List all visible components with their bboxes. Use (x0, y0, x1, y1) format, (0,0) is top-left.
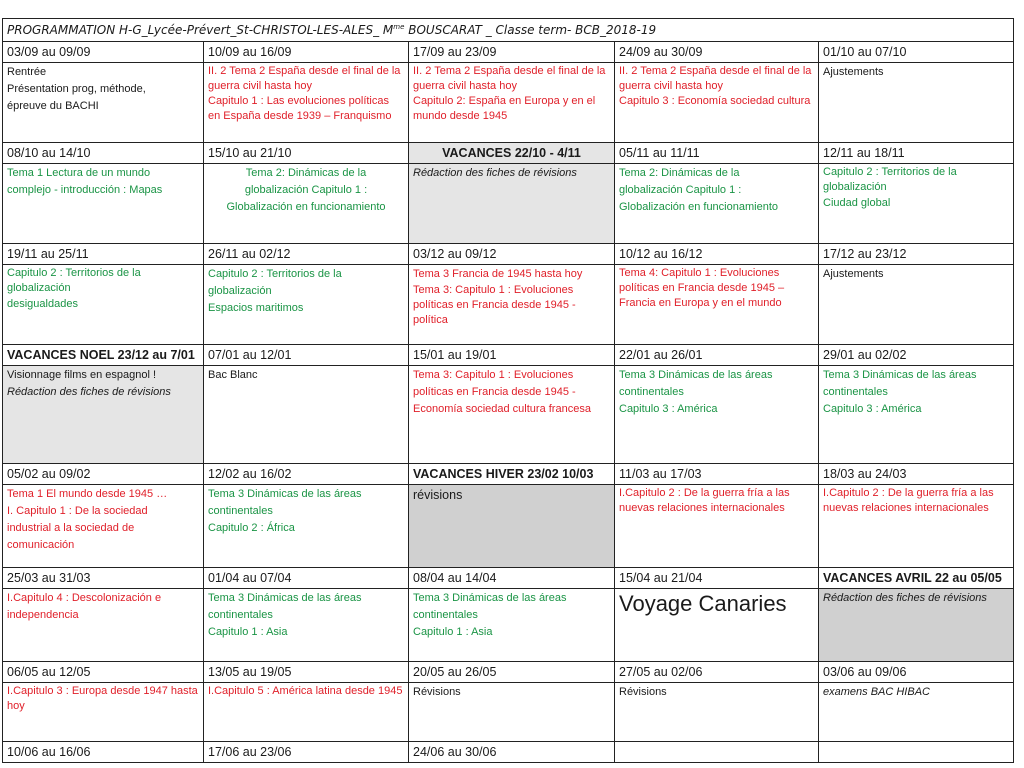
week-content-row (3, 265, 1014, 345)
lesson-cell (3, 683, 204, 742)
lesson-cell (3, 366, 204, 464)
lesson-line: políticas en Francia desde 1945 - (413, 386, 576, 398)
lesson-line: Tema 3 Dinámicas de las áreas (823, 369, 977, 381)
lesson-line: Capitulo 2 : África (208, 522, 295, 534)
lesson-line: Tema 3 Dinámicas de las áreas (208, 488, 362, 500)
lesson-line: I.Capitulo 4 : Descolonización e (7, 592, 162, 604)
week-date-header: VACANCES NOEL 23/12 au 7/01 (3, 345, 204, 366)
week-date-header: 17/09 au 23/09 (409, 42, 615, 63)
lesson-line: II. 2 Tema 2 España desde el final de la guerra civil hasta hoy (413, 65, 606, 92)
lesson-cell (409, 63, 615, 143)
week-date-header: 12/11 au 18/11 (819, 143, 1014, 164)
lesson-line: continentales (619, 386, 684, 398)
week-date-header: 01/04 au 07/04 (204, 568, 409, 589)
lesson-line: independencia (7, 609, 79, 621)
week-content-row (3, 683, 1014, 742)
lesson-line: Révisions (619, 686, 667, 698)
lesson-line: Capitulo 1 : Asia (413, 626, 493, 638)
lesson-cell (3, 265, 204, 345)
lesson-line: desigualdades (7, 298, 78, 310)
lesson-line: Rentrée (7, 66, 47, 78)
lesson-line: II. 2 Tema 2 España desde el final de la guerra civil hasta hoy (619, 65, 812, 92)
lesson-line: continentales (823, 386, 888, 398)
week-date-header: 22/01 au 26/01 (615, 345, 819, 366)
week-date-header: 10/09 au 16/09 (204, 42, 409, 63)
week-header-row (3, 345, 1014, 366)
lesson-line: industrial a la sociedad de (7, 522, 135, 534)
week-content-row (3, 164, 1014, 244)
week-content-row (3, 366, 1014, 464)
week-date-header: 01/10 au 07/10 (819, 42, 1014, 63)
week-date-header: 18/03 au 24/03 (819, 464, 1014, 485)
lesson-line: Tema 1 Lectura de un mundo (7, 167, 151, 179)
lesson-line: complejo - introducción : Mapas (7, 184, 163, 196)
lesson-line: I.Capitulo 2 : De la guerra fría a las nuevas relaciones internacionales (823, 487, 994, 514)
lesson-line: Capitulo 1 : Las evoluciones políticas en España desde 1939 – Franquismo (208, 95, 392, 122)
lesson-line: I.Capitulo 5 : América latina desde 1945 (208, 685, 403, 697)
week-date-header: 26/11 au 02/12 (204, 244, 409, 265)
week-header-row (3, 143, 1014, 164)
lesson-cell (409, 265, 615, 345)
lesson-line: continentales (208, 505, 273, 517)
week-content-row (3, 63, 1014, 143)
lesson-cell (3, 63, 204, 143)
week-content-row (3, 589, 1014, 662)
lesson-line: I.Capitulo 3 : Europa desde 1947 hasta hoy (7, 685, 198, 712)
lesson-line: Tema 3: Capitulo 1 : Evoluciones (413, 369, 574, 381)
lesson-cell (409, 485, 615, 568)
lesson-line: Bac Blanc (208, 369, 258, 381)
lesson-line: Présentation prog, méthode, (7, 83, 146, 95)
week-date-header: 05/02 au 09/02 (3, 464, 204, 485)
title-suffix: BOUSCARAT _ Classe term- BCB_2018-19 (404, 23, 657, 37)
lesson-line: globalización Capitulo 1 : (619, 184, 742, 196)
week-date-header: VACANCES 22/10 - 4/11 (409, 143, 615, 164)
lesson-line: examens BAC HIBAC (823, 686, 930, 698)
lesson-line: Capitulo 3 : América (619, 403, 718, 415)
lesson-cell (3, 589, 204, 662)
lesson-line: Rédaction des fiches de révisions (413, 167, 577, 179)
lesson-cell (819, 485, 1014, 568)
lesson-cell (615, 485, 819, 568)
lesson-line: Capitulo 2: España en Europa y en el mundo desde 1945 (413, 95, 596, 122)
lesson-cell (204, 366, 409, 464)
lesson-line: Révisions (413, 686, 461, 698)
lesson-line: Rédaction des fiches de révisions (823, 592, 987, 604)
lesson-line: Rédaction des fiches de révisions (7, 386, 171, 398)
week-date-header: 15/10 au 21/10 (204, 143, 409, 164)
week-date-header: 27/05 au 02/06 (615, 662, 819, 683)
week-header-row (3, 742, 1014, 763)
lesson-line: II. 2 Tema 2 España desde el final de la guerra civil hasta hoy (208, 65, 401, 92)
lesson-cell (819, 63, 1014, 143)
schedule-table (2, 18, 1014, 763)
week-date-header: 20/05 au 26/05 (409, 662, 615, 683)
lesson-cell (204, 485, 409, 568)
week-date-header: 17/06 au 23/06 (204, 742, 409, 763)
week-date-header: 17/12 au 23/12 (819, 244, 1014, 265)
lesson-line: Ajustements (823, 268, 884, 280)
lesson-cell (615, 683, 819, 742)
week-date-header: 24/09 au 30/09 (615, 42, 819, 63)
week-date-header: 15/01 au 19/01 (409, 345, 615, 366)
week-header-row (3, 244, 1014, 265)
lesson-cell (615, 164, 819, 244)
week-header-row (3, 42, 1014, 63)
week-header-row (3, 568, 1014, 589)
week-header-row (3, 662, 1014, 683)
lesson-line: Tema 3 Dinámicas de las áreas (619, 369, 773, 381)
lesson-cell (615, 265, 819, 345)
lesson-cell (409, 589, 615, 662)
lesson-line: Capitulo 1 : Asia (208, 626, 288, 638)
lesson-cell (615, 63, 819, 143)
week-date-header: 10/06 au 16/06 (3, 742, 204, 763)
week-date-header (615, 742, 819, 763)
week-content-row (3, 485, 1014, 568)
page-title (3, 19, 1014, 42)
lesson-cell (819, 683, 1014, 742)
lesson-cell (819, 589, 1014, 662)
lesson-cell (204, 589, 409, 662)
lesson-cell (204, 63, 409, 143)
week-date-header (819, 742, 1014, 763)
lesson-cell (3, 164, 204, 244)
lesson-cell (409, 366, 615, 464)
lesson-line: globalización (208, 285, 272, 297)
week-date-header: 15/04 au 21/04 (615, 568, 819, 589)
lesson-cell (204, 683, 409, 742)
week-date-header: 03/09 au 09/09 (3, 42, 204, 63)
lesson-line: Tema 4: Capitulo 1 : Evoluciones políticas en Francia desde 1945 – Francia en Europa y en el mundo (619, 267, 785, 309)
lesson-line: Tema 2: Dinámicas de la (245, 167, 367, 179)
lesson-line: Globalización en funcionamiento (226, 201, 386, 213)
lesson-line: Capitulo 2 : Territorios de la globalización (7, 267, 141, 294)
lesson-line: Ajustements (823, 66, 884, 78)
week-date-header: 11/03 au 17/03 (615, 464, 819, 485)
lesson-cell (409, 683, 615, 742)
week-date-header: 24/06 au 30/06 (409, 742, 615, 763)
week-date-header: 03/12 au 09/12 (409, 244, 615, 265)
lesson-line: Capitulo 3 : América (823, 403, 922, 415)
lesson-line: Capitulo 2 : Territorios de la globalización (823, 166, 957, 193)
lesson-cell (615, 366, 819, 464)
week-date-header: 12/02 au 16/02 (204, 464, 409, 485)
lesson-line: Capitulo 2 : Territorios de la (208, 268, 342, 280)
week-date-header: 06/05 au 12/05 (3, 662, 204, 683)
lesson-cell (3, 485, 204, 568)
week-date-header: 08/10 au 14/10 (3, 143, 204, 164)
week-date-header: 19/11 au 25/11 (3, 244, 204, 265)
title-superscript: me (393, 23, 405, 31)
title-prefix: PROGRAMMATION H-G_Lycée-Prévert_St-CHRISTOL-LES-ALES_ M (7, 23, 394, 37)
lesson-cell (204, 265, 409, 345)
week-date-header: 07/01 au 12/01 (204, 345, 409, 366)
lesson-line: Tema 3 Dinámicas de las áreas (208, 592, 362, 604)
lesson-line: continentales (208, 609, 273, 621)
lesson-cell (409, 164, 615, 244)
lesson-line: Tema 3 Francia de 1945 hasta hoy (413, 268, 583, 280)
lesson-cell (204, 164, 409, 244)
week-date-header: VACANCES HIVER 23/02 10/03 (409, 464, 615, 485)
week-date-header: 25/03 au 31/03 (3, 568, 204, 589)
lesson-line: Tema 2: Dinámicas de la (619, 167, 740, 179)
week-date-header: 05/11 au 11/11 (615, 143, 819, 164)
lesson-line: Tema 1 El mundo desde 1945 … (7, 488, 168, 500)
lesson-cell (819, 164, 1014, 244)
lesson-line: Tema 3: Capitulo 1 : Evoluciones políticas en Francia desde 1945 - política (413, 284, 576, 326)
lesson-line: I. Capitulo 1 : De la sociedad (7, 505, 148, 517)
lesson-line: Espacios maritimos (208, 302, 304, 314)
lesson-line: épreuve du BACHI (7, 100, 99, 112)
lesson-line: globalización Capitulo 1 : (244, 184, 368, 196)
week-date-header: VACANCES AVRIL 22 au 05/05 (819, 568, 1014, 589)
lesson-cell (819, 366, 1014, 464)
lesson-line: Economía sociedad cultura francesa (413, 403, 591, 415)
week-date-header: 29/01 au 02/02 (819, 345, 1014, 366)
lesson-cell (819, 265, 1014, 345)
lesson-cell (615, 589, 819, 662)
lesson-line: I.Capitulo 2 : De la guerra fría a las nuevas relaciones internacionales (619, 487, 790, 514)
week-date-header: 08/04 au 14/04 (409, 568, 615, 589)
lesson-line: Capitulo 3 : Economía sociedad cultura (619, 95, 811, 107)
week-date-header: 10/12 au 16/12 (615, 244, 819, 265)
lesson-line: comunicación (7, 539, 75, 551)
lesson-line: Tema 3 Dinámicas de las áreas (413, 592, 567, 604)
lesson-line: Ciudad global (823, 197, 891, 209)
lesson-line: Voyage Canaries (619, 591, 787, 616)
lesson-line: révisions (413, 488, 463, 502)
week-header-row (3, 464, 1014, 485)
lesson-line: Globalización en funcionamiento (619, 201, 778, 213)
week-date-header: 03/06 au 09/06 (819, 662, 1014, 683)
week-date-header: 13/05 au 19/05 (204, 662, 409, 683)
lesson-line: Visionnage films en espagnol ! (7, 369, 157, 381)
lesson-line: continentales (413, 609, 478, 621)
